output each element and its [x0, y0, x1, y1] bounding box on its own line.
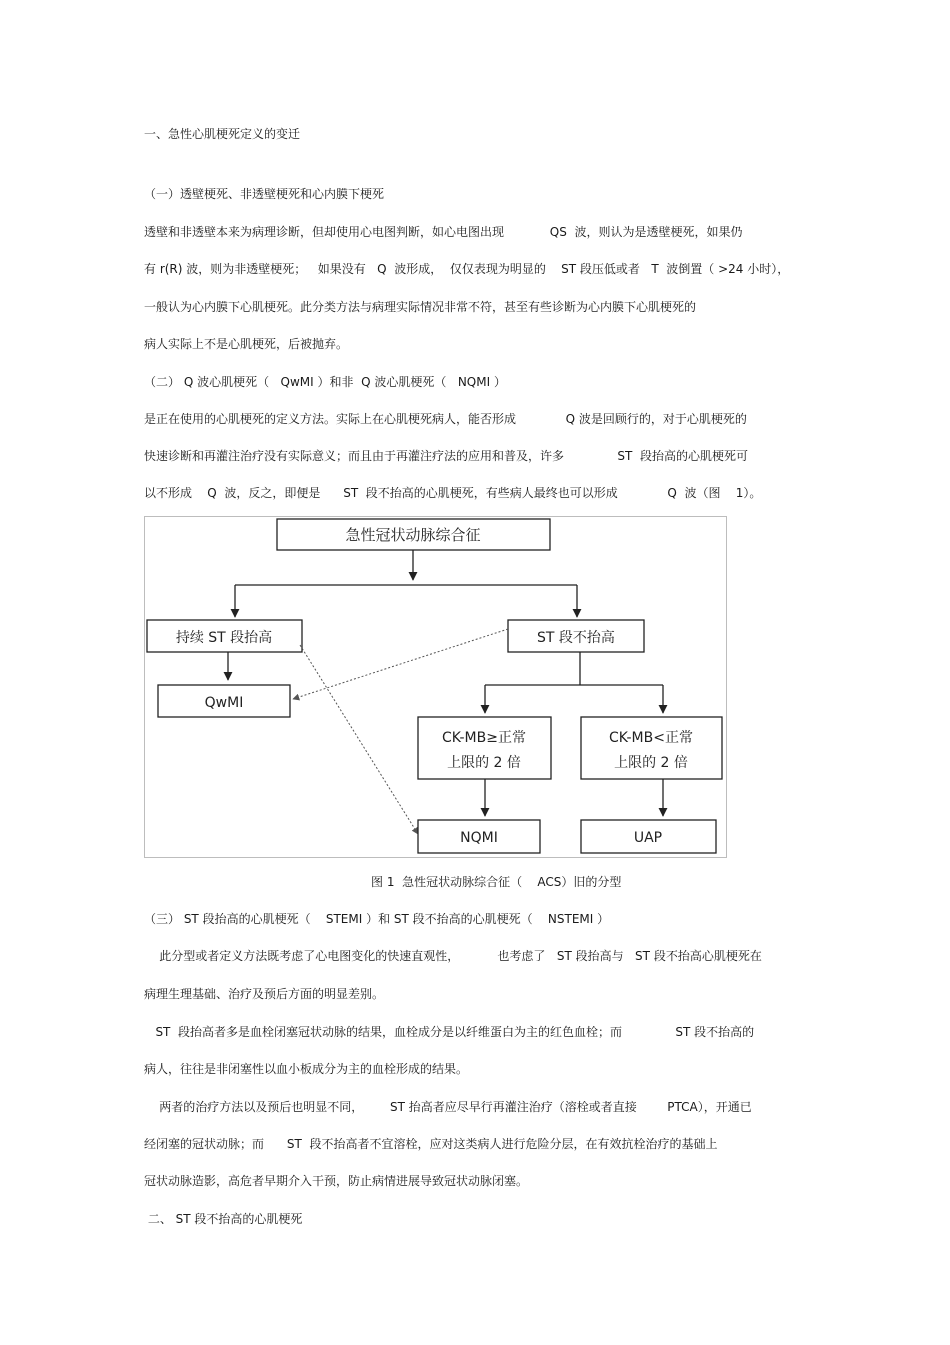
- paragraph-line: 透壁和非透壁本来为病理诊断，但却使用心电图判断，如心电图出现 QS 波，则认为是透壁梗死，如果仍: [144, 225, 743, 239]
- paragraph-line: 一般认为心内膜下心肌梗死。此分类方法与病理实际情况非常不符，甚至有些诊断为心内膜下心肌梗死的: [144, 300, 697, 314]
- node-ckmb-high-line2: 上限的 2 倍: [447, 755, 521, 771]
- paragraph-line: 有 r(R) 波，则为非透壁梗死； 如果没有 Q 波形成， 仅仅表现为明显的 ST 段压低或者 T 波倒置（ >24 小时），: [144, 262, 790, 276]
- paragraph-line: 以不形成 Q 波，反之，即便是 ST 段不抬高的心肌梗死，有些病人最终也可以形成 Q 波（图 1）。: [144, 486, 762, 500]
- figure-caption: 图 1 急性冠状动脉综合征（ ACS）旧的分型: [371, 875, 622, 889]
- section1-title: 一、急性心肌梗死定义的变迁: [144, 127, 301, 141]
- node-nqmi-label: NQMI: [460, 830, 498, 846]
- node-ckmb-low-line1: CK-MB<正常: [609, 730, 693, 746]
- flowchart: [145, 517, 726, 857]
- node-acs-label: 急性冠状动脉综合征: [345, 526, 481, 544]
- subsection3-title: （三） ST 段抬高的心肌梗死（ STEMI ）和 ST 段不抬高的心肌梗死（ NSTEMI ）: [144, 912, 610, 926]
- node-ckmb-low-line2: 上限的 2 倍: [614, 755, 688, 771]
- paragraph-line: 此分型或者定义方法既考虑了心电图变化的快速直观性， 也考虑了 ST 段抬高与 ST 段不抬高心肌梗死在: [144, 949, 762, 963]
- paragraph-line: 经闭塞的冠状动脉；而 ST 段不抬高者不宜溶栓，应对这类病人进行危险分层，在有效抗栓治疗的基础上: [144, 1137, 718, 1151]
- section2-title: 二、 ST 段不抬高的心肌梗死: [144, 1212, 303, 1226]
- subsection1-title: （一）透壁梗死、非透壁梗死和心内膜下梗死: [144, 187, 385, 201]
- paragraph-line: 两者的治疗方法以及预后也明显不同， ST 抬高者应尽早行再灌注治疗（溶栓或者直接 PTCA），开通已: [144, 1100, 752, 1114]
- subsection2-title: （二） Q 波心肌梗死（ QwMI ）和非 Q 波心肌梗死（ NQMI ）: [144, 375, 506, 389]
- node-st-not-label: ST 段不抬高: [537, 630, 615, 646]
- paragraph-line: 病理生理基础、治疗及预后方面的明显差别。: [144, 987, 385, 1001]
- paragraph-line: 病人，往往是非闭塞性以血小板成分为主的血栓形成的结果。: [144, 1062, 469, 1076]
- paragraph-line: 病人实际上不是心肌梗死，后被抛弃。: [144, 337, 349, 351]
- paragraph-line: 冠状动脉造影，高危者早期介入干预，防止病情进展导致冠状动脉闭塞。: [144, 1174, 529, 1188]
- node-st-persist-label: 持续 ST 段抬高: [175, 630, 273, 646]
- paragraph-line: 是正在使用的心肌梗死的定义方法。实际上在心肌梗死病人，能否形成 Q 波是回顾行的，对于心肌梗死的: [144, 412, 747, 426]
- node-uap-label: UAP: [633, 830, 663, 846]
- node-ckmb-high-line1: CK-MB≥正常: [442, 730, 526, 746]
- node-qwmi-label: QwMI: [204, 695, 244, 711]
- paragraph-line: 快速诊断和再灌注治疗没有实际意义；而且由于再灌注疗法的应用和普及，许多 ST 段抬高的心肌梗死可: [144, 449, 748, 463]
- paragraph-line: ST 段抬高者多是血栓闭塞冠状动脉的结果，血栓成分是以纤维蛋白为主的红色血栓；而 ST 段不抬高的: [144, 1025, 755, 1039]
- figure-acs-classification: [144, 516, 727, 858]
